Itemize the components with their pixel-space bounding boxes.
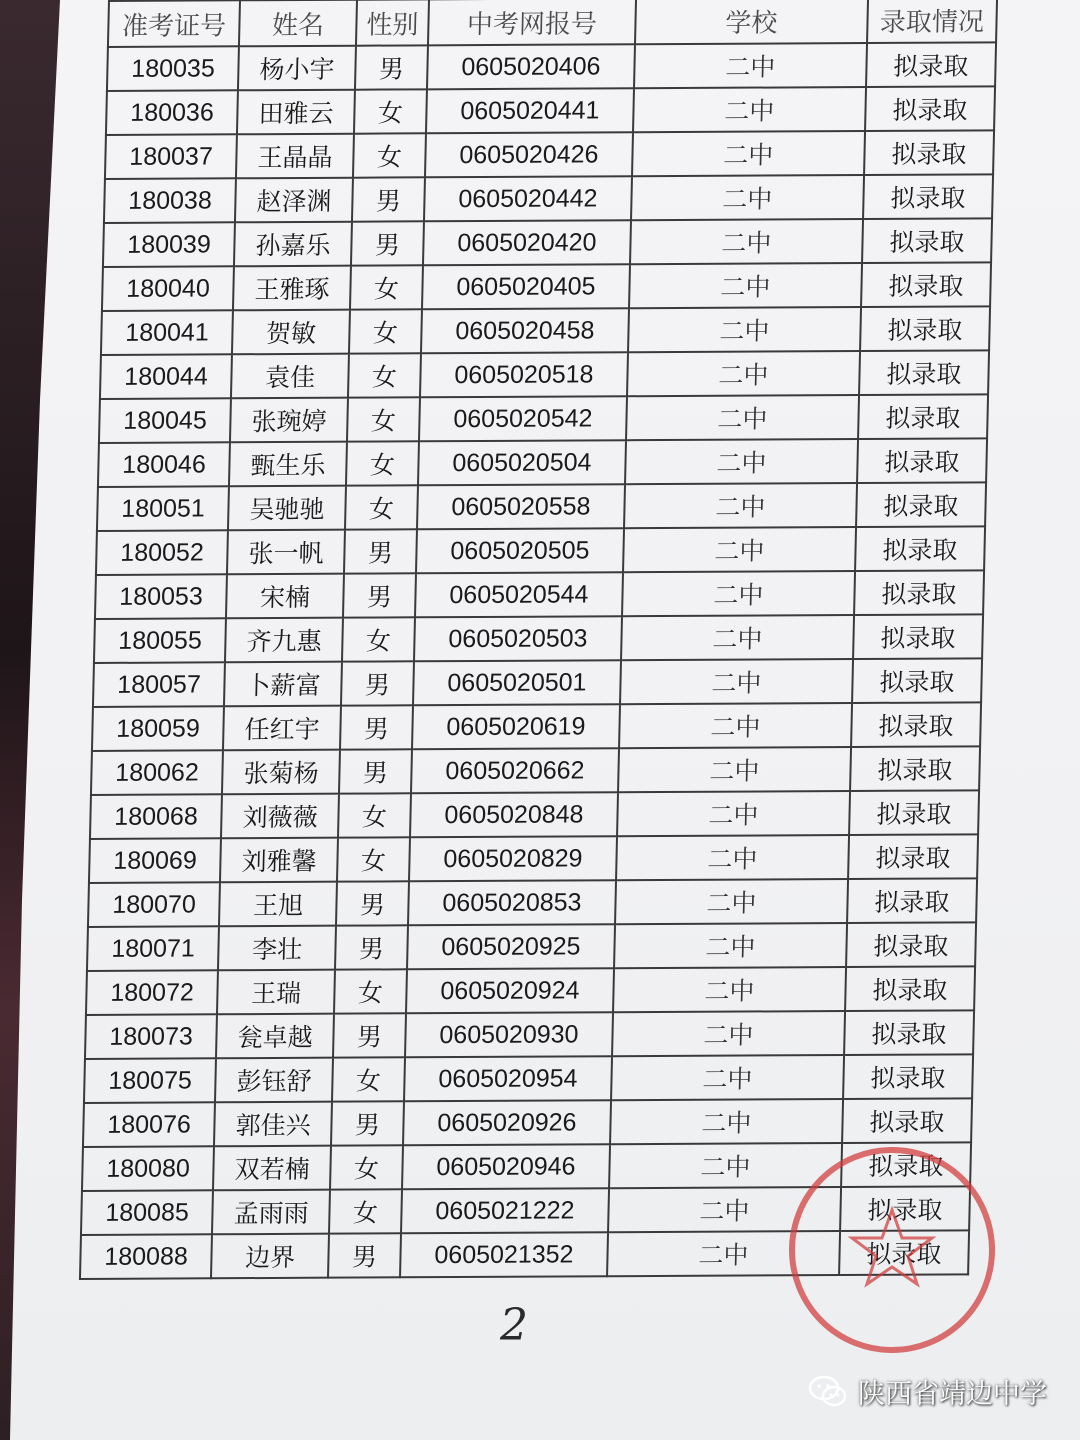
- cell-name: 齐九惠: [225, 618, 343, 663]
- cell-name: 王雅琢: [233, 266, 351, 311]
- cell-admission-status: 拟录取: [855, 526, 985, 571]
- cell-registration-id: 0605020829: [409, 836, 617, 881]
- cell-exam-id: 180071: [87, 926, 219, 971]
- cell-name: 卜薪富: [224, 662, 342, 707]
- cell-gender: 女: [342, 617, 415, 661]
- cell-registration-id: 0605020946: [402, 1144, 610, 1189]
- cell-name: 宋楠: [226, 574, 344, 619]
- table-row: [107, 42, 996, 91]
- cell-gender: 男: [336, 881, 409, 925]
- cell-exam-id: 180036: [106, 90, 238, 135]
- cell-name: 孟雨雨: [212, 1190, 330, 1235]
- cell-school: 二中: [622, 571, 855, 616]
- table-row: [89, 834, 978, 883]
- cell-registration-id: 0605020505: [416, 528, 624, 573]
- cell-name: 孙嘉乐: [234, 222, 352, 267]
- cell-gender: 女: [345, 485, 418, 529]
- cell-gender: 女: [330, 1145, 403, 1189]
- cell-gender: 女: [337, 837, 410, 881]
- cell-name: 刘雅馨: [220, 838, 338, 883]
- watermark: [808, 1372, 1047, 1411]
- cell-admission-status: 拟录取: [850, 746, 980, 791]
- cell-registration-id: 0605020504: [418, 440, 626, 485]
- cell-school: 二中: [607, 1231, 840, 1276]
- header-admission-status: 录取情况: [867, 0, 997, 43]
- cell-registration-id: 0605020925: [407, 924, 615, 969]
- cell-name: 赵泽渊: [235, 178, 353, 223]
- cell-exam-id: 180044: [100, 354, 232, 399]
- cell-admission-status: 拟录取: [857, 438, 987, 483]
- table-row: [95, 570, 984, 619]
- table-row: [88, 878, 977, 927]
- cell-exam-id: 180055: [94, 618, 226, 663]
- cell-school: 二中: [616, 835, 849, 880]
- cell-school: 二中: [630, 219, 863, 264]
- cell-name: 瓮卓越: [216, 1014, 334, 1059]
- cell-gender: 男: [355, 45, 428, 89]
- cell-admission-status: 拟录取: [845, 966, 975, 1011]
- cell-gender: 男: [344, 529, 417, 573]
- cell-gender: 男: [328, 1233, 401, 1277]
- cell-registration-id: 0605020848: [410, 792, 618, 837]
- wechat-icon: [808, 1375, 848, 1409]
- cell-school: 二中: [610, 1099, 843, 1144]
- cell-school: 二中: [614, 923, 847, 968]
- table-body: [80, 42, 996, 1279]
- table-row: [97, 482, 986, 531]
- cell-registration-id: 0605020558: [417, 484, 625, 529]
- cell-admission-status: 拟录取: [858, 394, 988, 439]
- cell-school: 二中: [631, 175, 864, 220]
- table-row: [86, 966, 975, 1015]
- header-registration-id: 中考网报号: [428, 0, 636, 45]
- cell-school: 二中: [609, 1143, 842, 1188]
- cell-admission-status: 拟录取: [856, 482, 986, 527]
- cell-exam-id: 180035: [107, 46, 239, 91]
- cell-registration-id: 0605020542: [419, 396, 627, 441]
- cell-gender: 女: [347, 397, 420, 441]
- cell-registration-id: 0605020518: [420, 352, 628, 397]
- table-row: [106, 86, 995, 135]
- cell-admission-status: 拟录取: [846, 922, 976, 967]
- admission-table-wrapper: [79, 0, 1008, 1280]
- table-row: [96, 526, 985, 575]
- table-row: [90, 790, 979, 839]
- cell-admission-status: 拟录取: [841, 1142, 971, 1187]
- header-name: 姓名: [239, 0, 357, 46]
- header-school: 学校: [635, 0, 868, 44]
- cell-exam-id: 180037: [105, 134, 237, 179]
- watermark-text: 陕西省靖边中学: [858, 1379, 1047, 1410]
- cell-name: 杨小宇: [238, 46, 356, 91]
- cell-exam-id: 180052: [96, 530, 228, 575]
- cell-school: 二中: [621, 615, 854, 660]
- cell-exam-id: 180075: [84, 1058, 216, 1103]
- cell-admission-status: 拟录取: [859, 350, 989, 395]
- cell-exam-id: 180053: [95, 574, 227, 619]
- table-row: [92, 702, 981, 751]
- table-row: [99, 394, 988, 443]
- cell-gender: 女: [348, 353, 421, 397]
- cell-admission-status: 拟录取: [866, 42, 996, 87]
- cell-gender: 男: [352, 177, 425, 221]
- cell-school: 二中: [617, 791, 850, 836]
- cell-registration-id: 0605020924: [406, 968, 614, 1013]
- cell-exam-id: 180059: [92, 706, 224, 751]
- table-row: [93, 658, 982, 707]
- cell-admission-status: 拟录取: [865, 86, 995, 131]
- cell-admission-status: 拟录取: [843, 1054, 973, 1099]
- header-exam-id: 准考证号: [108, 0, 240, 47]
- cell-admission-status: 拟录取: [851, 702, 981, 747]
- cell-exam-id: 180070: [88, 882, 220, 927]
- cell-name: 刘薇薇: [221, 794, 339, 839]
- cell-gender: 男: [341, 661, 414, 705]
- cell-exam-id: 180046: [98, 442, 230, 487]
- cell-exam-id: 180045: [99, 398, 231, 443]
- table-row: [98, 438, 987, 487]
- cell-gender: 男: [335, 925, 408, 969]
- cell-exam-id: 180040: [102, 266, 234, 311]
- cell-admission-status: 拟录取: [854, 570, 984, 615]
- cell-registration-id: 0605020619: [412, 704, 620, 749]
- cell-admission-status: 拟录取: [840, 1186, 970, 1231]
- cell-registration-id: 0605020930: [405, 1012, 613, 1057]
- cell-gender: 女: [334, 969, 407, 1013]
- cell-registration-id: 0605020426: [425, 132, 633, 177]
- table-row: [103, 218, 992, 267]
- cell-name: 李壮: [218, 926, 336, 971]
- cell-admission-status: 拟录取: [844, 1010, 974, 1055]
- admission-table: [79, 0, 998, 1280]
- cell-name: 田雅云: [237, 90, 355, 135]
- cell-exam-id: 180076: [83, 1102, 215, 1147]
- header-gender: 性别: [356, 0, 429, 46]
- cell-school: 二中: [615, 879, 848, 924]
- cell-school: 二中: [625, 439, 858, 484]
- table-row: [102, 262, 991, 311]
- cell-name: 张菊杨: [222, 750, 340, 795]
- cell-school: 二中: [628, 307, 861, 352]
- cell-exam-id: 180057: [93, 662, 225, 707]
- table-row: [84, 1054, 973, 1103]
- page-number: 2: [500, 1300, 528, 1351]
- table-row: [87, 922, 976, 971]
- cell-name: 任红宇: [223, 706, 341, 751]
- cell-name: 袁佳: [231, 354, 349, 399]
- cell-name: 贺敏: [232, 310, 350, 355]
- cell-exam-id: 180068: [90, 794, 222, 839]
- cell-gender: 女: [354, 89, 427, 133]
- cell-gender: 男: [343, 573, 416, 617]
- cell-gender: 女: [346, 441, 419, 485]
- cell-school: 二中: [619, 703, 852, 748]
- cell-school: 二中: [633, 87, 866, 132]
- cell-exam-id: 180062: [91, 750, 223, 795]
- cell-name: 甄生乐: [229, 442, 347, 487]
- cell-registration-id: 0605020501: [413, 660, 621, 705]
- cell-name: 彭钰舒: [215, 1058, 333, 1103]
- table-row: [94, 614, 983, 663]
- cell-name: 王瑞: [217, 970, 335, 1015]
- cell-name: 张琬婷: [230, 398, 348, 443]
- cell-registration-id: 0605020442: [424, 176, 632, 221]
- cell-exam-id: 180088: [80, 1234, 212, 1279]
- cell-gender: 女: [332, 1057, 405, 1101]
- cell-registration-id: 0605020420: [423, 220, 631, 265]
- cell-registration-id: 0605020406: [427, 44, 635, 89]
- official-seal: [782, 1140, 1002, 1360]
- cell-gender: 女: [329, 1189, 402, 1233]
- cell-exam-id: 180080: [82, 1146, 214, 1191]
- cell-school: 二中: [608, 1187, 841, 1232]
- cell-exam-id: 180085: [81, 1190, 213, 1235]
- cell-name: 张一帆: [227, 530, 345, 575]
- cell-name: 王晶晶: [236, 134, 354, 179]
- cell-registration-id: 0605020503: [414, 616, 622, 661]
- table-header-row: [108, 0, 997, 47]
- cell-gender: 女: [353, 133, 426, 177]
- table-row: [101, 306, 990, 355]
- cell-registration-id: 0605021222: [401, 1188, 609, 1233]
- cell-exam-id: 180073: [85, 1014, 217, 1059]
- table-row: [100, 350, 989, 399]
- cell-exam-id: 180041: [101, 310, 233, 355]
- cell-registration-id: 0605020662: [411, 748, 619, 793]
- cell-gender: 女: [338, 793, 411, 837]
- cell-school: 二中: [627, 351, 860, 396]
- cell-gender: 女: [349, 309, 422, 353]
- cell-gender: 男: [340, 705, 413, 749]
- cell-name: 边界: [211, 1234, 329, 1279]
- table-row: [105, 130, 994, 179]
- cell-admission-status: 拟录取: [862, 218, 992, 263]
- cell-school: 二中: [618, 747, 851, 792]
- cell-admission-status: 拟录取: [849, 790, 979, 835]
- table-row: [91, 746, 980, 795]
- cell-registration-id: 0605020853: [408, 880, 616, 925]
- cell-exam-id: 180069: [89, 838, 221, 883]
- table-row: [104, 174, 993, 223]
- cell-school: 二中: [612, 1011, 845, 1056]
- cell-exam-id: 180038: [104, 178, 236, 223]
- cell-admission-status: 拟录取: [853, 614, 983, 659]
- cell-admission-status: 拟录取: [842, 1098, 972, 1143]
- cell-admission-status: 拟录取: [839, 1230, 969, 1275]
- cell-admission-status: 拟录取: [848, 834, 978, 879]
- cell-school: 二中: [634, 43, 867, 88]
- cell-admission-status: 拟录取: [860, 306, 990, 351]
- cell-school: 二中: [611, 1055, 844, 1100]
- cell-school: 二中: [632, 131, 865, 176]
- cell-exam-id: 180072: [86, 970, 218, 1015]
- cell-gender: 男: [333, 1013, 406, 1057]
- cell-admission-status: 拟录取: [852, 658, 982, 703]
- cell-gender: 女: [350, 265, 423, 309]
- cell-registration-id: 0605020441: [426, 88, 634, 133]
- cell-name: 吴驰驰: [228, 486, 346, 531]
- cell-gender: 男: [351, 221, 424, 265]
- cell-school: 二中: [626, 395, 859, 440]
- cell-admission-status: 拟录取: [864, 130, 994, 175]
- cell-registration-id: 0605020954: [404, 1056, 612, 1101]
- cell-registration-id: 0605020405: [422, 264, 630, 309]
- cell-school: 二中: [624, 483, 857, 528]
- cell-admission-status: 拟录取: [863, 174, 993, 219]
- cell-registration-id: 0605020544: [415, 572, 623, 617]
- cell-gender: 男: [331, 1101, 404, 1145]
- cell-admission-status: 拟录取: [861, 262, 991, 307]
- cell-exam-id: 180039: [103, 222, 235, 267]
- cell-gender: 男: [339, 749, 412, 793]
- cell-registration-id: 0605020458: [421, 308, 629, 353]
- cell-school: 二中: [613, 967, 846, 1012]
- cell-name: 郭佳兴: [214, 1102, 332, 1147]
- cell-school: 二中: [623, 527, 856, 572]
- cell-school: 二中: [620, 659, 853, 704]
- cell-name: 王旭: [219, 882, 337, 927]
- cell-exam-id: 180051: [97, 486, 229, 531]
- table-row: [85, 1010, 974, 1059]
- cell-admission-status: 拟录取: [847, 878, 977, 923]
- cell-registration-id: 0605021352: [400, 1232, 608, 1277]
- cell-registration-id: 0605020926: [403, 1100, 611, 1145]
- cell-school: 二中: [629, 263, 862, 308]
- cell-name: 双若楠: [213, 1146, 331, 1191]
